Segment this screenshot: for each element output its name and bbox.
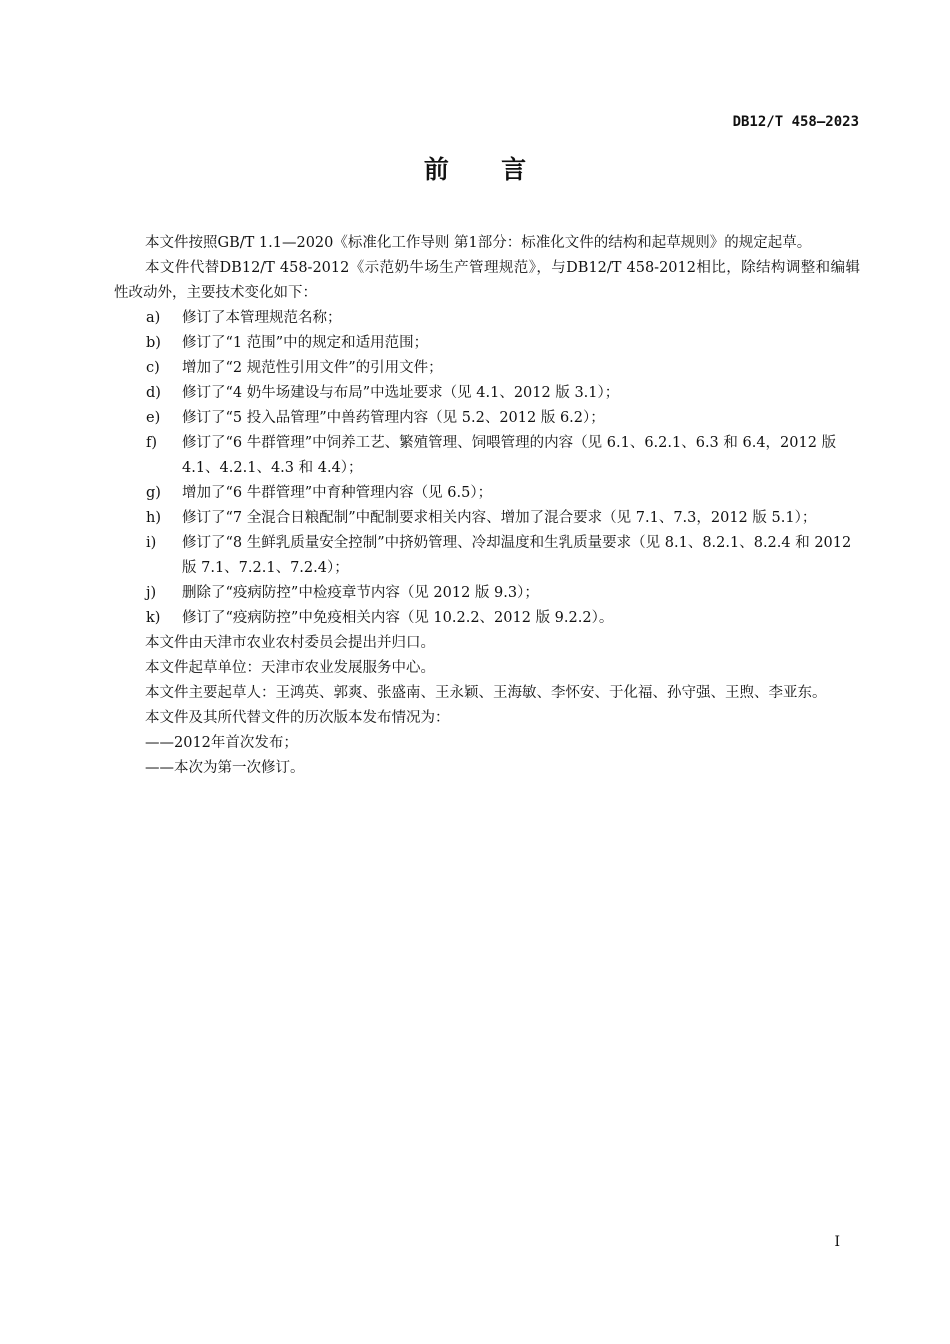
list-marker: b)	[146, 335, 161, 351]
list-item-text: 修订了“疫病防控”中免疫相关内容（见 10.2.2、2012 版 9.2.2）。	[182, 610, 614, 626]
list-item-text: 修订了“8 生鲜乳质量安全控制”中挤奶管理、冷却温度和生乳质量要求（见 8.1、8.2.1、8.2.4 和 2012 版 7.1、7.2.1、7.2.4）；	[182, 535, 852, 576]
paragraph-drafting-rules: 本文件按照GB/T 1.1—2020《标准化工作导则 第1部分：标准化文件的结构和起草规则》的规定起草。	[145, 235, 812, 251]
list-item	[114, 381, 860, 406]
paragraph-history-intro: 本文件及其所代替文件的历次版本发布情况为：	[145, 710, 450, 726]
list-item-text: 增加了“2 规范性引用文件”的引用文件；	[182, 360, 443, 376]
list-item	[114, 481, 860, 506]
page-title: 前 言	[423, 155, 527, 184]
list-item	[114, 581, 860, 606]
list-marker: k)	[146, 610, 161, 626]
list-item	[114, 531, 860, 581]
page-number: I	[834, 1234, 840, 1250]
paragraph-drafters: 本文件主要起草人：王鸿英、郭爽、张盛南、王永颖、王海敏、李怀安、于化福、孙守强、王煦、李亚东。	[145, 685, 827, 701]
list-marker: e)	[146, 410, 161, 426]
list-item-text: 修订了“5 投入品管理”中兽药管理内容（见 5.2、2012 版 6.2）；	[182, 410, 605, 426]
list-item	[114, 331, 860, 356]
list-marker: a)	[146, 310, 161, 326]
list-marker: i)	[146, 535, 157, 551]
list-item-text: 修订了“7 全混合日粮配制”中配制要求相关内容、增加了混合要求（见 7.1、7.3，2012 版 5.1）；	[182, 510, 817, 526]
list-item-text: 删除了“疫病防控”中检疫章节内容（见 2012 版 9.3）；	[182, 585, 539, 601]
paragraph-replaces: 本文件代替DB12/T 458-2012《示范奶牛场生产管理规范》，与DB12/T 458-2012相比，除结构调整和编辑性改动外，主要技术变化如下：	[114, 260, 860, 301]
list-item	[114, 431, 860, 481]
list-item-text: 修订了“4 奶牛场建设与布局”中选址要求（见 4.1、2012 版 3.1）；	[182, 385, 620, 401]
list-item-text: 修订了“6 牛群管理”中饲养工艺、繁殖管理、饲喂管理的内容（见 6.1、6.2.1、6.3 和 6.4，2012 版 4.1、4.2.1、4.3 和 4.4）；	[182, 435, 837, 476]
list-item	[114, 306, 860, 331]
list-item-text: 增加了“6 牛群管理”中育种管理内容（见 6.5）；	[182, 485, 493, 501]
list-marker: d)	[146, 385, 161, 401]
history-item: ——2012年首次发布；	[145, 735, 298, 751]
paragraph-drafting-unit: 本文件起草单位：天津市农业发展服务中心。	[145, 660, 435, 676]
standard-code: DB12/T 458—2023	[732, 114, 859, 130]
list-item	[114, 356, 860, 381]
foreword-body	[114, 231, 860, 781]
list-item-text: 修订了“1 范围”中的规定和适用范围；	[182, 335, 429, 351]
list-marker: f)	[146, 435, 158, 451]
changes-list	[114, 306, 860, 631]
list-item	[114, 606, 860, 631]
list-marker: g)	[146, 485, 161, 501]
list-marker: h)	[146, 510, 161, 526]
list-item-text: 修订了本管理规范名称；	[182, 310, 342, 326]
list-marker: c)	[146, 360, 160, 376]
list-item	[114, 506, 860, 531]
list-marker: j)	[146, 585, 157, 601]
paragraph-proposer: 本文件由天津市农业农村委员会提出并归口。	[145, 635, 435, 651]
history-item: ——本次为第一次修订。	[145, 760, 305, 776]
list-item	[114, 406, 860, 431]
